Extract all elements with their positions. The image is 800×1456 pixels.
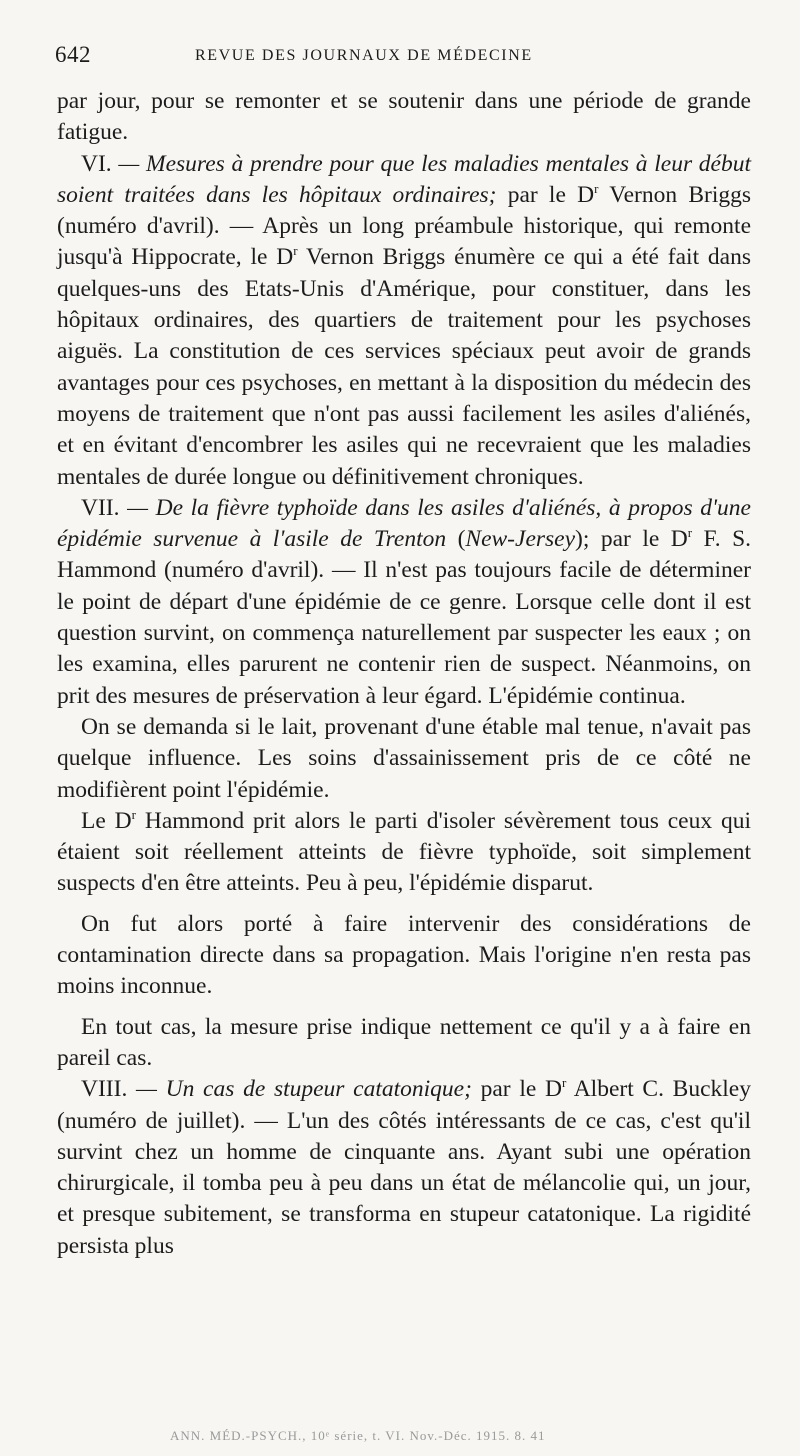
section-viii — [57, 1074, 751, 1262]
section-number: VII. — [81, 494, 120, 521]
superscript: r — [594, 180, 599, 196]
page-footer-signature: ANN. MÉD.-PSYCH., 10ᵉ série, t. VI. Nov.-Déc. 1915. 8. 41 — [170, 1428, 546, 1443]
section-body: Albert C. Buckley (numéro de juillet). — L'un des côtés intéressants de ce cas, c'est qu'il survint chez un homme de cinquante ans. Ayant subi une opération chirurgicale, il tomba peu à peu dans un état de mélancolie qui, un jour, et presque subitement, se transforma en stupeur catatonique. La rigidité persista plus — [57, 1076, 751, 1259]
paragraph-conclusion — [57, 1012, 751, 1075]
section-body: Vernon Briggs (numéro d'avril). — Après un long préambule historique, qui remonte jusqu'à Hippocrate, le D — [57, 181, 752, 271]
paragraph-text: On se demanda si le lait, provenant d'une étable mal tenue, n'avait pas quelque influence. Les soins d'assainissement pris de ce côté ne modifièrent point l'épidémie. — [57, 713, 751, 803]
section-title: — De la fièvre typhoïde dans les asiles d'aliénés, à propos d'une épidémie survenue à l'asile de Trenton — [57, 494, 751, 553]
section-vi — [57, 149, 751, 493]
paragraph-lait — [57, 712, 751, 806]
paragraph-contamination — [57, 909, 751, 1003]
section-title: — Mesures à prendre pour que les maladies mentales à leur début soient traitées dans les hôpitaux ordinaires; — [57, 150, 752, 208]
paren-close: ); — [575, 526, 590, 553]
section-number: VIII. — [81, 1076, 128, 1103]
author-prefix: par le D — [589, 526, 688, 553]
author-prefix: par le D — [471, 1076, 562, 1103]
paragraph-continuation — [57, 86, 751, 149]
place-name: New-Jersey — [465, 526, 576, 553]
paragraph-text: On fut alors porté à faire intervenir des considérations de contamination directe dans sa propagation. Mais l'origine n'en resta pas moins inconnue. — [57, 910, 751, 1000]
body-text — [57, 86, 751, 1262]
superscript: r — [131, 806, 136, 822]
author-prefix: par le D — [496, 181, 595, 208]
section-title: — Un cas de stupeur catatonique; — [136, 1076, 472, 1103]
section-body-continued: Vernon Briggs énumère ce qui a été fait dans quelques-uns des Etats-Unis d'Amérique, pour constituer, dans les hôpitaux ordinaires, des quartiers de traitement pour les psychoses aiguës. La constitution de ces services spéciaux peut avoir de grands avantages pour ces psychoses, en mettant à la disposition du médecin des moyens de traitement que n'ont pas aussi facilement les asiles d'aliénés, et en évitant d'encombrer les asiles qui ne recevraient que les maladies mentales de durée longue ou définitivement chroniques. — [57, 244, 751, 490]
superscript: r — [293, 243, 298, 259]
running-head: REVUE DES JOURNAUX DE MÉDECINE — [195, 47, 533, 64]
section-vii — [57, 493, 751, 712]
section-body: F. S. Hammond (numéro d'avril). — Il n'est pas toujours facile de déterminer le point de départ d'une épidémie de ce genre. Lorsque celle dont il est question survint, on commença naturellement par suspecter les eaux ; on les examina, elles parurent ne contenir rien de suspect. Néanmoins, on prit des mesures de préservation à leur égard. L'épidémie continua. — [57, 526, 752, 709]
page-header — [55, 42, 745, 70]
paragraph-text: par jour, pour se remonter et se soutenir dans une période de grande fatigue. — [57, 88, 751, 146]
superscript: r — [687, 525, 693, 541]
paragraph-text: Hammond prit alors le parti d'isoler sévèrement tous ceux qui étaient soit réellement atteints de fièvre typhoïde, soit simplement suspects d'en être atteints. Peu à peu, l'épidémie disparut. — [57, 807, 751, 897]
paren-open: ( — [446, 526, 466, 553]
paragraph-hammond — [57, 806, 751, 900]
section-number: VI. — [81, 150, 112, 177]
superscript: r — [561, 1075, 567, 1091]
page-number: 642 — [55, 42, 91, 67]
paragraph-prefix: Le D — [81, 807, 132, 834]
paragraph-text: En tout cas, la mesure prise indique nettement ce qu'il y a à faire en pareil cas. — [57, 1013, 751, 1071]
